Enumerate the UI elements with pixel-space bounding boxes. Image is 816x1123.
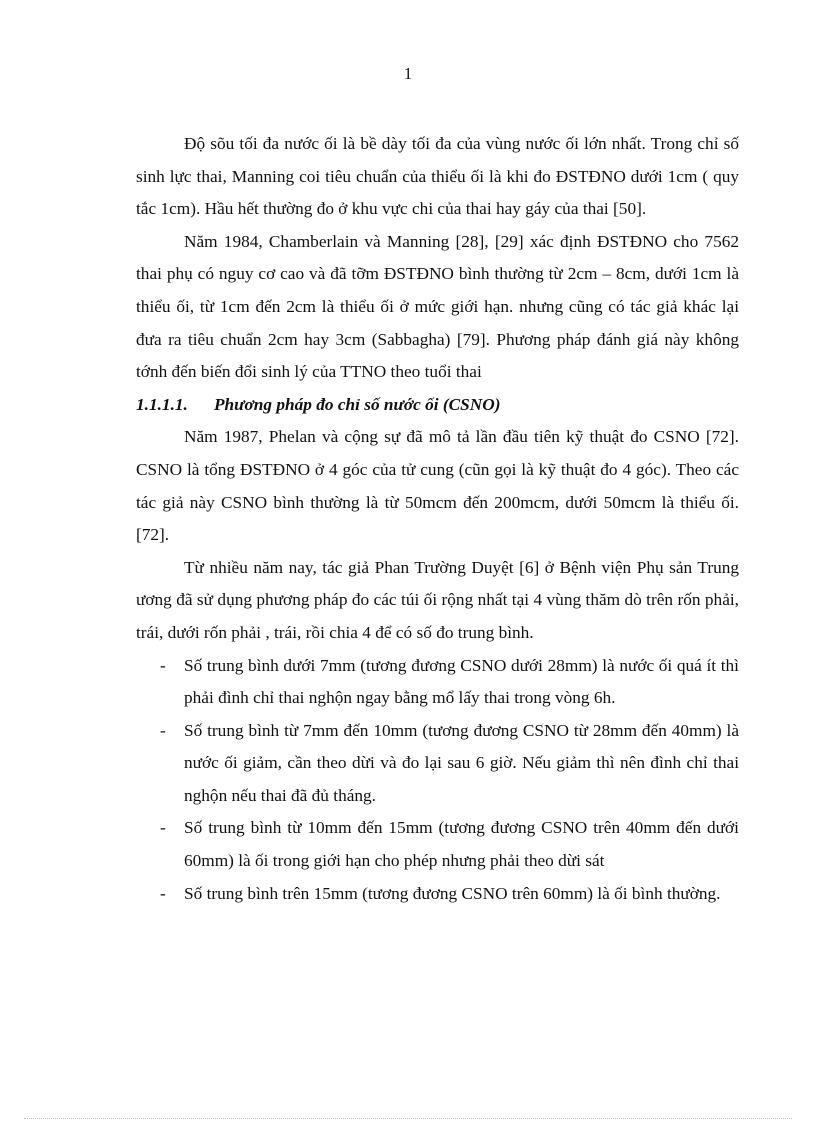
bullet-marker: - [160,655,166,675]
list-item-text: Số trung bình trên 15mm (tương đương CSNO trên 60mm) là ối bình thường. [184,883,721,903]
list-item-text: Số trung bình từ 7mm đến 10mm (tương đương CSNO từ 28mm đến 40mm) là nước ối giảm, cần theo dừi và đo lại sau 6 giờ. Nếu giảm thì nên đình chỉ thai nghộn nếu thai đã đủ tháng. [184,720,739,805]
bullet-list [136,650,739,911]
bullet-marker: - [160,720,166,740]
list-item [136,650,739,715]
paragraph: Năm 1984, Chamberlain và Manning [28], [29] xác định ĐSTĐNO cho 7562 thai phụ có nguy cơ cao và đã tỡm ĐSTĐNO bình thường từ 2cm – 8cm, dưới 1cm là thiểu ối, từ 1cm đến 2cm là thiểu ối ở mức giới hạn. nhưng cũng có tác giả khác lại đưa ra tiêu chuẩn 2cm hay 3cm (Sabbagha) [79]. Phương pháp đánh giá này không tớnh đến biến đổi sinh lý của TTNO theo tuổi thai [136,231,739,382]
section-heading [136,389,739,422]
document-body [136,128,739,910]
page-number: 1 [403,64,413,83]
paragraph: Năm 1987, Phelan và cộng sự đã mô tả lần đầu tiên kỹ thuật đo CSNO [72]. CSNO là tổng ĐSTĐNO ở 4 góc của tử cung (cũn gọi là kỹ thuật đo 4 góc). Theo các tác giả này CSNO bình thường là từ 50mcm đến 200mcm, dưới 50mcm là thiểu ối.[72]. [136,427,739,545]
list-item [136,812,739,877]
section-number: 1.1.1.1. [136,394,188,414]
bullet-marker: - [160,818,166,838]
list-item [136,715,739,813]
page-bottom-divider [24,1118,792,1119]
list-item-text: Số trung bình dưới 7mm (tương đương CSNO dưới 28mm) là nước ối quá ít thì phải đình chỉ thai nghộn ngay bằng mổ lấy thai trong vòng 6h. [184,655,739,708]
list-item-text: Số trung bình từ 10mm đến 15mm (tương đương CSNO trên 40mm đến dưới 60mm) là ối trong giới hạn cho phép nhưng phải theo dừi sát [184,818,739,871]
bullet-marker: - [160,883,166,903]
paragraph: Từ nhiều năm nay, tác giả Phan Trường Duyệt [6] ở Bệnh viện Phụ sản Trung ương đã sử dụng phương pháp đo các túi ối rộng nhất tại 4 vùng thăm dò trên rốn phải, trái, dưới rốn phải , trái, rồi chia 4 để có số đo trung bình. [136,557,739,642]
section-title: Phương pháp đo chỉ số nước ối (CSNO) [214,394,501,414]
paragraph: Độ sõu tối đa nước ối là bề dày tối đa của vùng nước ối lớn nhất. Trong chỉ số sinh lực thai, Manning coi tiêu chuẩn của thiểu ối là khi đo ĐSTĐNO dưới 1cm ( quy tắc 1cm). Hầu hết thường đo ở khu vực chi của thai hay gáy của thai [50]. [136,134,739,219]
list-item [136,878,739,911]
